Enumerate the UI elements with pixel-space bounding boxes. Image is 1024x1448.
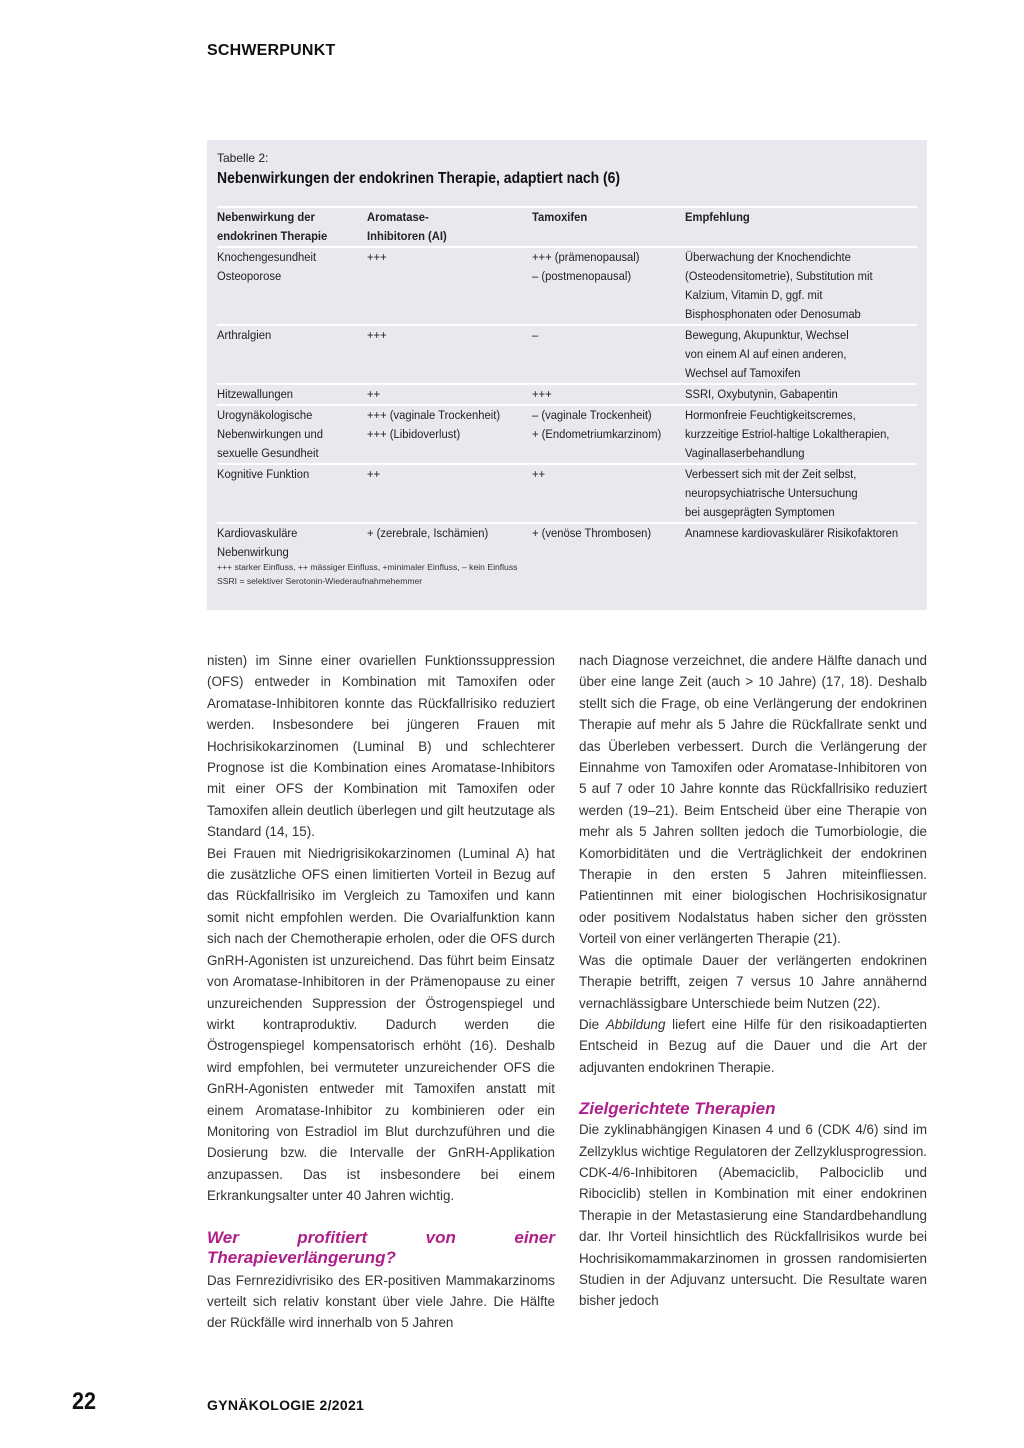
header-recommendation [685,207,917,247]
cell-line: Kardiovaskuläre [217,526,298,540]
table-cell [532,325,686,384]
header-line: Empfehlung [685,210,751,224]
table-title: Nebenwirkungen der endokrinen Therapie, adaptiert nach (6) [217,170,621,187]
table-header-row [217,207,917,247]
cell-line: – [531,328,538,342]
section-header: SCHWERPUNKT [207,42,336,59]
cell-line: Überwachung der Knochendichte [685,250,852,264]
table-footnote-legend: +++ starker Einfluss, ++ mässiger Einfluss, +minimaler Einfluss, – kein Einfluss [217,562,518,572]
cell-line: +++ (prämenopausal) [531,250,640,264]
cell-line: von einem AI auf einen anderen, [685,347,847,361]
cell-line: ++ [531,467,545,481]
cell-line: Bisphosphonaten oder Denosumab [685,307,862,321]
cell-line: Osteoporose [217,269,282,283]
cell-line: Nebenwirkungen und [217,427,323,441]
table-cell [367,384,532,405]
cell-line: Nebenwirkung [217,545,289,559]
header-side-effect [217,207,367,247]
header-line: Aromatase- [366,210,429,224]
table-cell [217,523,367,562]
table-cell [367,405,532,464]
table-cell [367,523,532,562]
table-cell [367,325,532,384]
right-column [579,650,927,1312]
left-column [207,650,555,1334]
table-cell [217,325,367,384]
table-cell [532,405,686,464]
journal-name: GYNÄKOLOGIE 2/2021 [207,1397,365,1413]
header-line: Nebenwirkung der [217,210,315,224]
cell-line: neuropsychiatrische Untersuchung [685,486,858,500]
table-cell [685,247,917,325]
cell-line: +++ [366,250,387,264]
table-row [217,405,917,464]
table-cell [217,384,367,405]
cell-line: Kalzium, Vitamin D, ggf. mit [685,288,823,302]
table-row [217,247,917,325]
cell-line: SSRI, Oxybutynin, Gabapentin [685,387,839,401]
table-cell [532,247,686,325]
table-cell [685,464,917,523]
paragraph: nisten) im Sinne einer ovariellen Funktionssuppression (OFS) entweder in Kombination mit Tamoxifen oder Aromatase-Inhibitoren konnte das Rückfallrisiko reduziert werden. Insbesondere bei jüngeren Frauen mit Hochrisikokarzinomen (Luminal B) und schlechterer Prognose ist die Kombination eines Aromatase-Inhibitors mit einer OFS der Kombination mit Tamoxifen oder Tamoxifen allein deutlich überlegen und gilt heutzutage als Standard (14, 15). [207,653,555,840]
text-span: liefert eine Hilfe für den risikoadaptierten Entscheid in Bezug auf die Dauer und die Art der adjuvanten endokrinen Therapie. [579,1016,927,1075]
cell-line: + (Endometriumkarzinom) [531,427,661,441]
paragraph: Das Fernrezidivrisiko des ER-positiven Mammakarzinoms verteilt sich relativ konstant über viele Jahre. Die Hälfte der Rückfälle wird innerhalb von 5 Jahren [207,1272,555,1331]
cell-line: +++ (vaginale Trockenheit) [366,408,500,422]
cell-line: Anamnese kardiovaskulärer Risikofaktoren [685,526,899,540]
cell-line: +++ [366,328,387,342]
header-line: Inhibitoren (AI) [366,229,447,243]
cell-line: Arthralgien [217,328,272,342]
page-number: 22 [72,1388,97,1415]
cell-line: Urogynäkologische [217,408,313,422]
table-cell [367,247,532,325]
table-box [207,140,927,610]
cell-line: sexuelle Gesundheit [217,446,319,460]
paragraph [579,1014,927,1078]
paragraph: Die zyklinabhängigen Kinasen 4 und 6 (CDK 4/6) sind im Zellzyklus wichtige Regulatoren der Zellzyklusprogression. CDK-4/6-Inhibitoren (Abemaciclib, Palbociclib und Ribociclib) stellen in Kombination mit einer endokrinen Therapie in der Metastasierung eine Standardbehandlung dar. Ihr Vorteil hinsichtlich des Rückfallrisikos wurde bei Hochrisikomammakarzinomen in grossen randomisierten Studien in der Adjuvanz untersucht. Die Resultate waren bisher jedoch [579,1122,927,1309]
table-cell [217,405,367,464]
cell-line: +++ (Libidoverlust) [366,427,460,441]
table-cell [685,405,917,464]
figure-reference: Abbildung [605,1016,666,1032]
table-caption: Tabelle 2: [217,151,269,165]
table-cell [217,464,367,523]
cell-line: + (zerebrale, Ischämien) [366,526,488,540]
header-line: endokrinen Therapie [217,229,328,243]
section-heading: Wer profitiert von einer Therapieverlängerung? [207,1227,555,1267]
cell-line: Kognitive Funktion [217,467,310,481]
cell-line: ++ [366,467,380,481]
cell-line: (Osteodensitometrie), Substitution mit [685,269,873,283]
cell-line: kurzzeitige Estriol-haltige Lokaltherapien, [685,427,890,441]
table-cell [532,523,686,562]
table-cell [532,464,686,523]
cell-line: Bewegung, Akupunktur, Wechsel [685,328,850,342]
cell-line: Wechsel auf Tamoxifen [685,366,801,380]
cell-line: +++ [531,387,552,401]
table-cell [685,384,917,405]
header-tamoxifen [532,207,686,247]
cell-line: + (venöse Thrombosen) [531,526,651,540]
paragraph: Bei Frauen mit Niedrigrisikokarzinomen (Luminal A) hat die zusätzliche OFS einen limitierten Vorteil in Bezug auf das Rückfallrisiko im Vergleich zu Tamoxifen und kann somit nicht empfohlen werden. Die Ovarialfunktion kann sich nach der Chemotherapie erholen, oder die OFS durch GnRH-Agonisten ist unzureichend. Das führt beim Einsatz von Aromatase-Inhibitoren in der Prämenopause zu einer unzureichenden Suppression der Östrogenspiegel und wirkt kontraproduktiv. Dadurch werden die Östrogenspiegel kompensatorisch erhöht (16). Deshalb wird empfohlen, bei vermuteter unzureichender OFS die GnRH-Agonisten entweder mit Tamoxifen anstatt mit einem Aromatase-Inhibitor zu kombinieren oder ein Monitoring von Estradiol im Blut durchzuführen und die Dosierung bzw. die Intervalle der GnRH-Applikation anzupassen. Das ist insbesondere bei einem Erkrankungsalter unter 40 Jahren wichtig. [207,845,555,1204]
header-aromatase [367,207,532,247]
paragraph: Was die optimale Dauer der verlängerten endokrinen Therapie betrifft, zeigen 7 versus 10 Jahre annähernd vernachlässigbare Unterschiede beim Nutzen (22). [579,952,927,1011]
header-line: Tamoxifen [531,210,587,224]
table-cell [532,384,686,405]
cell-line: Vaginallaserbehandlung [685,446,805,460]
cell-line: ++ [366,387,380,401]
text-span: Die [579,1016,606,1032]
cell-line: Hitzewallungen [217,387,294,401]
table-cell [367,464,532,523]
cell-line: bei ausgeprägten Symptomen [685,505,835,519]
table-cell [685,523,917,562]
table-row [217,464,917,523]
table-row [217,523,917,562]
cell-line: Hormonfreie Feuchtigkeitscremes, [685,408,857,422]
cell-line: Knochengesundheit [217,250,317,264]
table-footnote-ssri: SSRI = selektiver Serotonin-Wiederaufnahmehemmer [217,576,423,586]
table-cell [685,325,917,384]
table-row [217,384,917,405]
paragraph: nach Diagnose verzeichnet, die andere Hälfte danach und über eine lange Zeit (auch > 10 Jahre) (17, 18). Deshalb stellt sich die Frage, ob eine Verlängerung der endokrinen Therapie auf mehr als 5 Jahre die Rückfallrate senkt und das Überleben verbessert. Durch die Verlängerung der Einnahme von Tamoxifen oder Aromatase-Inhibitoren von 5 auf 7 oder 10 Jahre konnte das Rückfallrisiko reduziert werden (19–21). Beim Entscheid über eine Therapie von mehr als 5 Jahren sollten jedoch die Tumorbiologie, die Komorbiditäten und die Verträglichkeit der endokrinen Therapie in den ersten 5 Jahren miteinfliessen. Patientinnen mit einer biologischen Hochrisikosignatur oder positivem Nodalstatus haben sicher den grössten Vorteil von einer verlängerten Therapie (21). [579,653,927,947]
cell-line: – (vaginale Trockenheit) [531,408,652,422]
cell-line: – (postmenopausal) [531,269,631,283]
table-cell [217,247,367,325]
cell-line: Verbessert sich mit der Zeit selbst, [685,467,857,481]
table-row [217,325,917,384]
section-heading: Zielgerichtete Therapien [579,1099,776,1119]
side-effects-table [217,206,917,562]
